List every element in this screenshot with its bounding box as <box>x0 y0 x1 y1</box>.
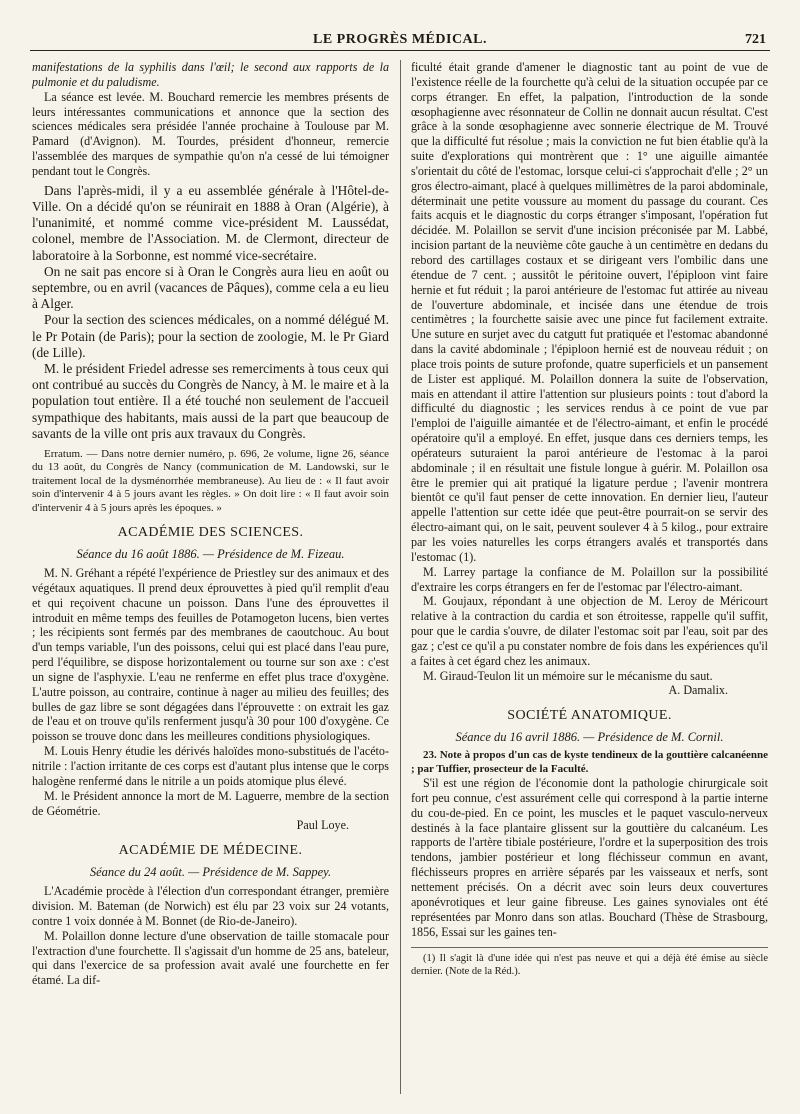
section-heading-academie-sciences: ACADÉMIE DES SCIENCES. <box>117 525 304 541</box>
signature: A. Damalix. <box>668 683 728 698</box>
section-heading-academie-medecine: ACADÉMIE DE MÉDECINE. <box>118 843 303 859</box>
paragraph: S'il est une région de l'économie dont la pathologie chirurgicale soit fort peu connue, c'est assurément celle qui correspond à la partie interne du cou-de-pied. En ce point, les muscles et le paquet vasculo-nerveux destinés à la face plantaire glissent sur la gouttière du calcanéum. Les rapports de l'artère tibiale postérieure, l'ordre et la superposition des trois tendons, jambier postérieur et long fléchisseur commun en avant, fléchisseurs propres en arrière séparés par les vaisseaux et nerfs, sont nettement précisés. On a décrit avec soin leurs deux couvertures aponévrotiques et leur gaine fibreuse. Les gaines synoviales ont été représentées par Monro dans son atlas. Bouchard (Thèse de Strasbourg, 1856, Essai sur les gaines ten- <box>411 776 768 939</box>
paragraph: La séance est levée. M. Bouchard remercie les membres présents de leurs intéressantes communications et annonce que la section des sciences médicales sera présidée l'année prochaine à Toulouse par M. Pamard (d'Avignon). M. Tourdes, président d'honneur, remercie l'assemblée des marques de sympathie qu'on n'a cessé de lui témoigner pendant tout le Congrès. <box>32 89 389 178</box>
left-column <box>32 60 389 1094</box>
column-divider <box>400 60 401 1094</box>
paragraph: M. le président Friedel adresse ses remerciments à tous ceux qui ont contribué au succès du Congrès de Nancy, à M. le maire et à la population tout entière. Il a été touché non seulement de l'accueil sympathique des habitants, mais aussi de la part que beaucoup de savants de la ville ont pris aux travaux du Congrès. <box>32 360 389 441</box>
paragraph: M. Louis Henry étudie les dérivés haloïdes mono-substitués de l'acéto-nitrile : l'action irritante de ces corps est d'autant plus intense que le corps halogène renfermé dans le nitrile a un poids atomique plus élevé. <box>32 744 389 788</box>
paragraph: L'Académie procède à l'élection d'un correspondant étranger, première division. M. Bateman (de Norwich) est élu par 23 voix sur 24 votants, contre 1 voix donnée à M. Bonnet (de Rio-de-Janeiro). <box>32 884 389 928</box>
paragraph: Pour la section des sciences médicales, on a nommé délégué M. le Pr Potain (de Paris); pour la section de zoologie, M. le Pr Giard (de Lille). <box>32 312 389 360</box>
page-number: 721 <box>745 32 766 47</box>
paragraph: M. Larrey partage la confiance de M. Polaillon sur la possibilité d'extraire les corps étrangers en fer de l'estomac par l'électro-aimant. <box>411 564 768 594</box>
paragraph: Dans l'après-midi, il y a eu assemblée générale à l'Hôtel-de-Ville. On a décidé qu'on se réunirait en 1888 à Oran (Algérie), à l'unanimité, et nommé comme vice-président M. Laussédat, colonel, membre de l'Association. M. de Clermont, directeur de laboratoire à la Sorbonne, est nommé vice-secrétaire. <box>32 182 389 263</box>
paragraph: M. N. Gréhant a répété l'expérience de Priestley sur des animaux et des végétaux aquatiques. Il prend deux éprouvettes à pied qu'il remplit d'eau et qui reçoivent chacune un poisson. Dans l'une des éprouvettes il introduit en même temps des feuilles de Potamogeton lucens, bien vertes ; les récipients sont fermés par des membranes de caoutchouc. Au bout d'un temps variable, l'un des poissons, celui qui est placé dans l'eau pure, perd l'équilibre, se dispose horizontalement ou tourne sur son axe : c'est un signe de l'asphyxie. L'eau ne renferme en effet plus trace d'oxygène. L'autre poisson, au contraire, continue à nager au milieu des feuilles; des bulles de gaz libre se sont dégagées dans l'éprouvette : on extrait les gaz de l'eau et on trouve qu'ils renferment jusqu'à 30 pour 100 d'oxygène. Ce poisson se trouve donc dans les meilleures conditions physiologiques. <box>32 566 389 744</box>
columns <box>32 60 768 1094</box>
seance-line: Séance du 16 août 1886. — Présidence de M. Fizeau. <box>76 547 345 562</box>
paragraph: On ne sait pas encore si à Oran le Congrès aura lieu en août ou septembre, ou en avril (vacances de Pâques), comme cela a eu lieu à Alger. <box>32 263 389 312</box>
paragraph: M. Polaillon donne lecture d'une observation de taille stomacale pour l'extraction d'une fourchette. Il s'agissait d'un homme de 25 ans, bateleur, qui dans l'exercice de sa profession avait avalé une fourchette en fer étamé. La dif- <box>32 928 389 988</box>
seance-line: Séance du 16 avril 1886. — Présidence de M. Cornil. <box>455 730 724 745</box>
right-column <box>411 60 768 1094</box>
footnote: (1) Il s'agit là d'une idée qui n'est pas neuve et qui a déjà été émise au siècle dernier. (Note de la Réd.). <box>411 953 768 978</box>
footnote-rule <box>411 947 768 948</box>
seance-line: Séance du 24 août. — Présidence de M. Sappey. <box>89 865 332 880</box>
paragraph: manifestations de la syphilis dans l'œil; le second aux rapports de la pulmonie et du paludisme. <box>32 60 389 89</box>
journal-title: LE PROGRÈS MÉDICAL. <box>312 32 488 47</box>
paragraph: M. Giraud-Teulon lit un mémoire sur le mécanisme du saut. <box>423 668 713 683</box>
paragraph: M. le Président annonce la mort de M. Laguerre, membre de la section de Géométrie. <box>32 788 389 818</box>
section-heading-societe-anatomique: SOCIÉTÉ ANATOMIQUE. <box>507 708 672 724</box>
paragraph: M. Goujaux, répondant à une objection de M. Leroy de Méricourt relative à la contraction du cardia et son étroitesse, rappelle qu'il suffit, pour que le cardia s'ouvre, de dilater l'estomac soit par l'eau, soit par des gaz ; c'est ce qu'il a pu constater nombre de fois dans les expériences qu'il a faites à cet égard chez les animaux. <box>411 594 768 668</box>
note-title: 23. Note à propos d'un cas de kyste tendineux de la gouttière calcanéenne ; par Tuffier, prosecteur de la Faculté. <box>411 749 768 775</box>
signature: Paul Loye. <box>296 818 349 833</box>
page-header <box>30 30 770 51</box>
paragraph: ficulté était grande d'amener le diagnostic tant au point de vue de l'existence réelle de la fourchette qu'à celui de la situation occupée par ce corps étranger. En effet, la palpation, l'introduction de la sonde œsophagienne avec résonnateur de Collin ne donnait aucun résultat. C'est grâce à la sonde œsophagienne avec sonnerie électrique de M. Trouvé que la difficulté fut résolue ; mais la conviction ne fut bien établie qu'à la suite d'explorations qui montrèrent que : 1° une aiguille aimantée s'orientait du côté de l'estomac, lorsque celui-ci s'approchait d'elle ; 2° un gros électro-aimant, placé à quelques millimètres de la paroi abdominale, déterminait une petite voussure au moment du passage du courant. Ces faits acquis et le diagnostic du corps étranger s'imposant, l'opération fut décidée. M. Polaillon se servit d'une incision préconisée par M. Labbé, incision partant de la neuvième côte gauche à un centimètre en dedans du rebord des cartillages costaux et se dirigeant vers l'ombilic dans une étendue de 7 cent. ; aussitôt le péritoine ouvert, l'épiploon vint faire hernie et fut réduit ; la paroi antérieure de l'estomac fut attirée au niveau de l'ouverture abdominale, et incisée dans une étendue de trois centimètres ; la fourchette saisie avec une pince fut facilement extraite. Une suture en surjet avec du catgutt fut pratiquée et l'estomac abandonné dans la cavité abdominale ; l'épiploon hernié est de nouveau réduit ; on place trois points de suture profonde, quatre superficiels et un pansement de Lister est appliqué. M. Polaillon donnera la suite de l'observation, mais en attendant il attire l'attention sur plusieurs points : tout d'abord la difficulté du diagnostic ; les services rendus à ce point de vue par l'emploi de l'aiguille aimantée et de l'électro-aimant, et enfin le procédé opératoire qu'il a employé. En effet, jusque dans ces derniers temps, les opérateurs suturaient la paroi antérieure de l'estomac à la paroi abdominale ; il en résultait une fistule longue à guérir. M. Polaillon osa être le premier qui ait pratiqué la ligature perdue ; l'avenir montrera bientôt ce qu'il faut penser de cette innovation. En dernier lieu, l'auteur appelle l'attention sur cette idée que peut-être pourrait-on se servir des électro-aimant qui, on le sait, peuvent soulever 4 à 5 kilog., pour extraire par les voies naturelles les corps étrangers avalés et transportés dans l'estomac (1). <box>411 60 768 564</box>
erratum: Erratum. — Dans notre dernier numéro, p. 696, 2e volume, ligne 26, séance du 13 août, du Congrès de Nancy (communication de M. Landowski, sur le traitement local de la dysménorrhée membraneuse). Au lieu de : « Il faut avoir soin d'intervenir 4 à 5 jours avant les règles. » On doit lire : « Il faut avoir soin d'intervenir 4 à 5 jours après les époques. » <box>32 448 389 514</box>
